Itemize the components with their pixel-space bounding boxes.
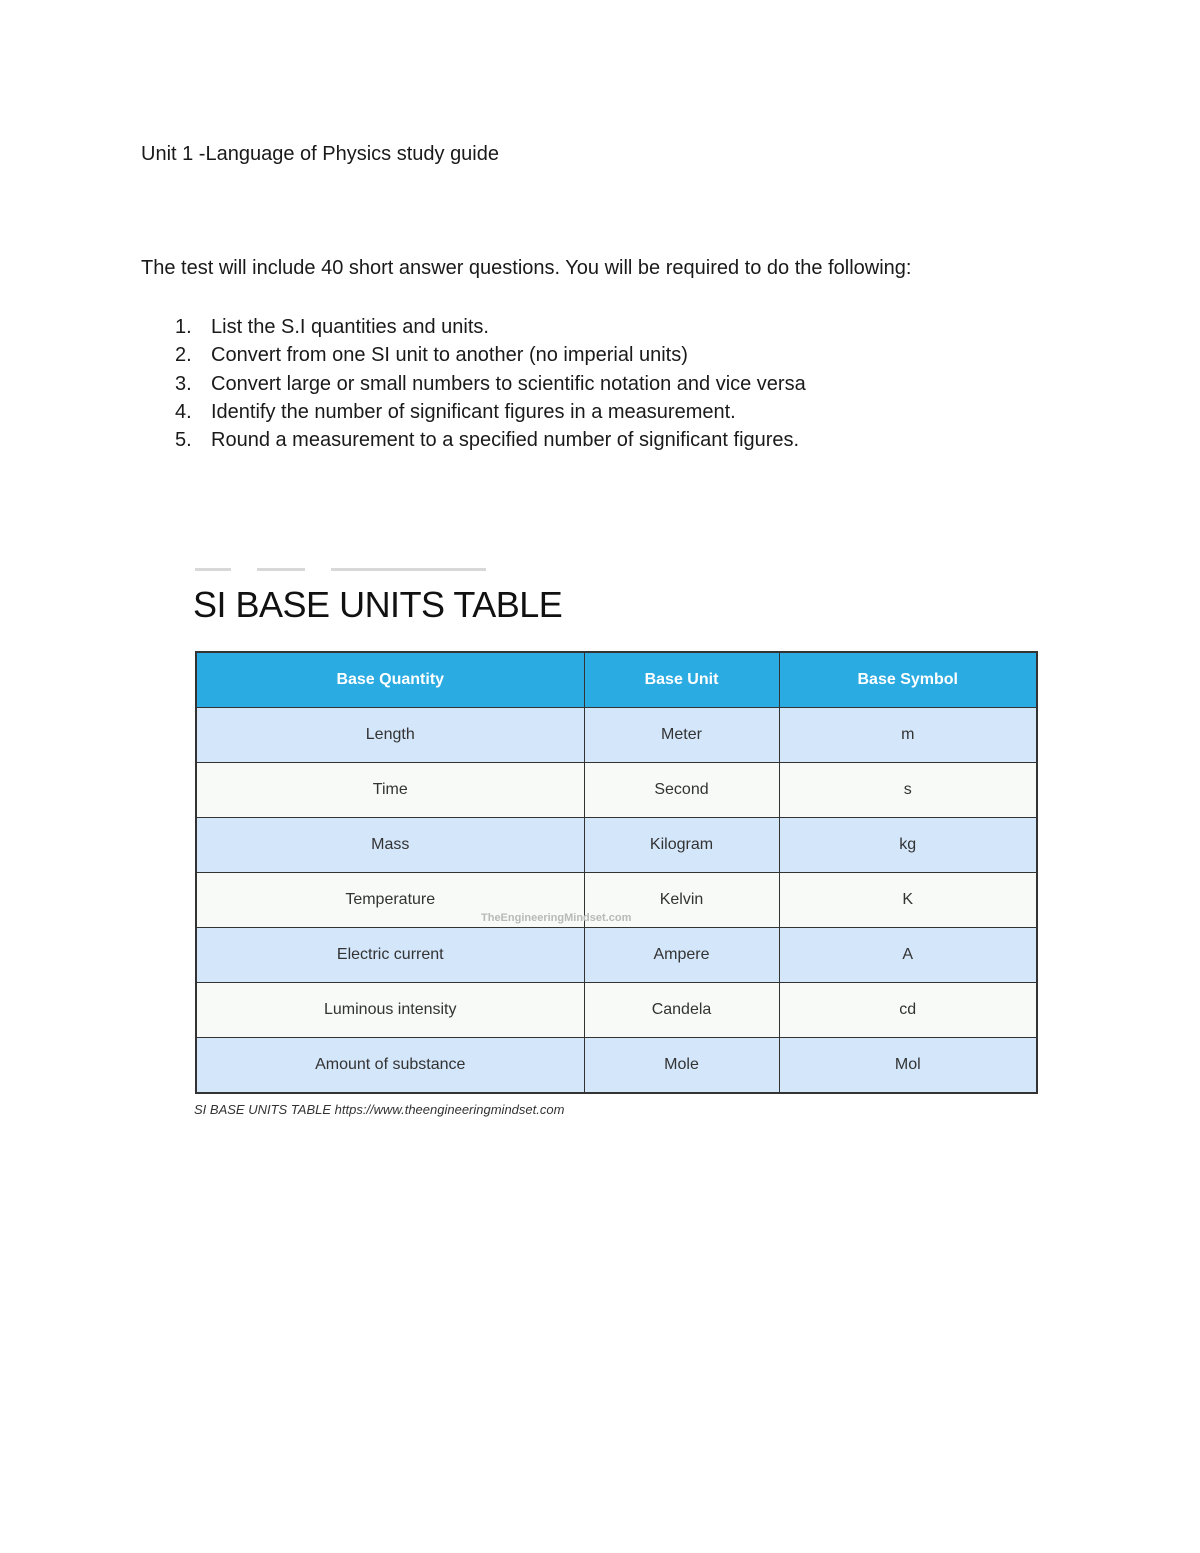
cell-unit: Candela <box>584 983 779 1038</box>
column-header-base-unit: Base Unit <box>584 652 779 708</box>
list-item-text: Identify the number of significant figures in a measurement. <box>211 400 736 423</box>
cell-unit: Kelvin <box>584 873 779 928</box>
figure-caption: SI BASE UNITS TABLE https://www.theengineeringmindset.com <box>194 1102 565 1117</box>
table-row <box>196 928 1037 983</box>
cell-symbol: K <box>779 873 1037 928</box>
table-row <box>196 1038 1037 1094</box>
list-item-text: Convert large or small numbers to scientific notation and vice versa <box>211 372 806 395</box>
table-header-row <box>196 652 1037 708</box>
list-item-number: 2. <box>175 344 192 367</box>
cell-symbol: kg <box>779 818 1037 873</box>
cell-quantity: Luminous intensity <box>196 983 584 1038</box>
watermark: TheEngineeringMindset.com <box>481 912 632 924</box>
intro-paragraph: The test will include 40 short answer questions. You will be required to do the following: <box>141 257 912 279</box>
list-item-number: 3. <box>175 372 192 395</box>
document-title: Unit 1 -Language of Physics study guide <box>141 143 499 165</box>
list-item-number: 5. <box>175 429 192 452</box>
cell-symbol: Mol <box>779 1038 1037 1094</box>
cell-quantity: Length <box>196 708 584 763</box>
cell-unit: Ampere <box>584 928 779 983</box>
cell-unit: Second <box>584 763 779 818</box>
list-item-text: Round a measurement to a specified number of significant figures. <box>211 429 800 452</box>
cell-unit: Mole <box>584 1038 779 1094</box>
cell-unit: Meter <box>584 708 779 763</box>
cropped-breadcrumb-remnant <box>195 566 495 572</box>
cell-symbol: cd <box>779 983 1037 1038</box>
list-item-number: 1. <box>175 316 192 338</box>
list-item-text: Convert from one SI unit to another (no imperial units) <box>211 344 688 367</box>
table-row <box>196 708 1037 763</box>
table-row <box>196 818 1037 873</box>
list-item-text: List the S.I quantities and units. <box>211 316 489 338</box>
table-row <box>196 983 1037 1038</box>
cell-quantity: Temperature <box>196 873 584 928</box>
cell-symbol: m <box>779 708 1037 763</box>
cell-quantity: Electric current <box>196 928 584 983</box>
cell-quantity: Amount of substance <box>196 1038 584 1094</box>
table-heading: SI BASE UNITS TABLE <box>193 584 563 625</box>
cell-quantity: Mass <box>196 818 584 873</box>
si-base-units-table <box>195 651 1038 1094</box>
list-item-number: 4. <box>175 400 192 423</box>
column-header-base-quantity: Base Quantity <box>196 652 584 708</box>
cell-symbol: s <box>779 763 1037 818</box>
cell-unit: Kilogram <box>584 818 779 873</box>
table-row <box>196 763 1037 818</box>
cell-quantity: Time <box>196 763 584 818</box>
cell-symbol: A <box>779 928 1037 983</box>
column-header-base-symbol: Base Symbol <box>779 652 1037 708</box>
